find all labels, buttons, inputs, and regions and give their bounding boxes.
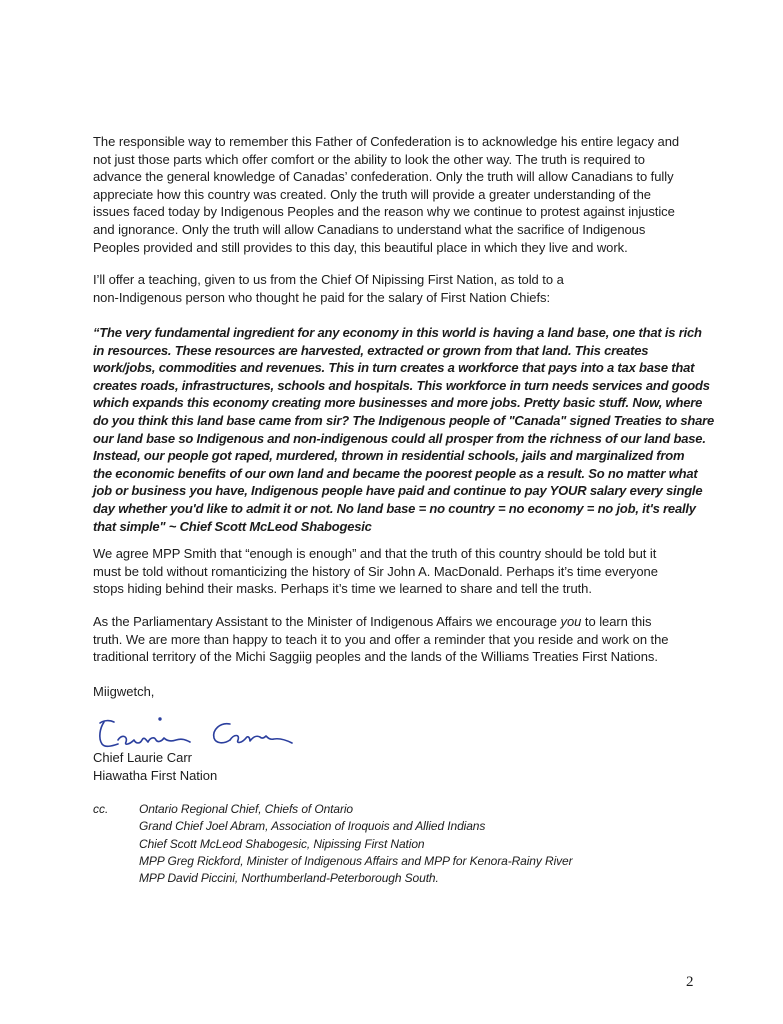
paragraph-line: issues faced today by Indigenous Peoples and the reason why we continue to protest against injustice <box>93 204 675 220</box>
closing-salutation: Miigwetch, <box>93 684 155 699</box>
paragraph-line: advance the general knowledge of Canadas’ confederation. Only the truth will allow Canadians to fully <box>93 169 674 185</box>
signatory-name: Chief Laurie Carr <box>93 750 192 765</box>
paragraph-line: truth. We are more than happy to teach it to you and offer a reminder that you reside and work on the <box>93 631 669 647</box>
quote-line: creates roads, infrastructures, schools and hospitals. This workforce in turn needs services and goods <box>93 377 710 393</box>
paragraph-line: stops hiding behind their masks. Perhaps it’s time we learned to share and tell the truth. <box>93 581 592 597</box>
paragraph-line: As the Parliamentary Assistant to the Minister of Indigenous Affairs we encourage you to learn this <box>93 614 652 629</box>
cc-recipient: MPP Greg Rickford, Minister of Indigenous Affairs and MPP for Kenora-Rainy River <box>139 853 573 868</box>
paragraph-line: and ignorance. Only the truth will allow Canadians to understand what the sacrifice of Indigenous <box>93 221 646 237</box>
page-number: 2 <box>686 974 694 990</box>
quote-line: in resources. These resources are harvested, extracted or grown from that land. This creates <box>93 342 649 358</box>
quote-line: Instead, our people got raped, murdered, thrown in residential schools, jails and marginalized from <box>93 448 685 464</box>
paragraph-line: appreciate how this country was created. Only the truth will provide a greater understanding of the <box>93 186 651 202</box>
paragraph-line: Peoples provided and still provides to this day, this beautiful place in which they live and work. <box>93 239 628 255</box>
cc-label: cc. <box>93 802 109 816</box>
paragraph-line: We agree MPP Smith that “enough is enough” and that the truth of this country should be told but it <box>93 546 657 561</box>
paragraph-line: The responsible way to remember this Father of Confederation is to acknowledge his entire legacy and <box>93 134 680 149</box>
quote-line: day whether you'd like to admit it or not. No land base = no country = no economy = no job, it's really <box>93 500 696 516</box>
quote-line: “The very fundamental ingredient for any economy in this world is having a land base, one that is rich <box>93 325 702 340</box>
signature-strokes <box>100 718 292 746</box>
paragraph-teaching-intro <box>93 271 753 306</box>
cc-recipient: MPP David Piccini, Northumberland-Peterborough South. <box>139 871 439 886</box>
cc-recipient: Chief Scott McLeod Shabogesic, Nipissing First Nation <box>139 836 425 851</box>
quote-line: our land base so Indigenous and non-indigenous could all prosper from the richness of our land base. <box>93 430 706 446</box>
paragraph-line: I’ll offer a teaching, given to us from the Chief Of Nipissing First Nation, as told to a <box>93 272 564 287</box>
paragraph-confederation-legacy <box>93 133 753 256</box>
quote-line: job or business you have, Indigenous people have paid and continue to pay YOUR salary every single <box>93 483 703 499</box>
cc-recipient-list <box>139 801 739 887</box>
paragraph-parliamentary-assistant <box>93 613 753 666</box>
quote-line: that simple" ~ Chief Scott McLeod Shabogesic <box>93 518 372 534</box>
cc-recipient: Ontario Regional Chief, Chiefs of Ontario <box>139 802 354 816</box>
paragraph-line: non-Indigenous person who thought he paid for the salary of First Nation Chiefs: <box>93 289 551 305</box>
quote-line: which expands this economy creating more businesses and more jobs. Pretty basic stuff. Now, where <box>93 395 703 411</box>
signatory-organization: Hiawatha First Nation <box>93 768 218 783</box>
quote-line: work/jobs, commodities and revenues. This in turn creates a workforce that pays into a tax base that <box>93 360 695 376</box>
quote-line: the economic benefits of our own land and became the poorest people as a result. So no matter what <box>93 465 698 481</box>
paragraph-line: not just those parts which offer comfort or the ability to look the other way. The truth is required to <box>93 151 645 167</box>
paragraph-line: traditional territory of the Michi Saggiig peoples and the lands of the Williams Treaties First Nations. <box>93 649 658 665</box>
paragraph-enough-is-enough <box>93 545 753 598</box>
quote-line: do you think this land base came from sir? The Indigenous people of "Canada" signed Treaties to share <box>93 412 715 428</box>
emphasis-you: you <box>560 614 582 629</box>
paragraph-line: must be told without romanticizing the history of Sir John A. MacDonald. Perhaps it’s time everyone <box>93 563 658 579</box>
quote-chief-shabogesic <box>93 324 753 535</box>
cc-recipient: Grand Chief Joel Abram, Association of Iroquois and Allied Indians <box>139 819 486 834</box>
